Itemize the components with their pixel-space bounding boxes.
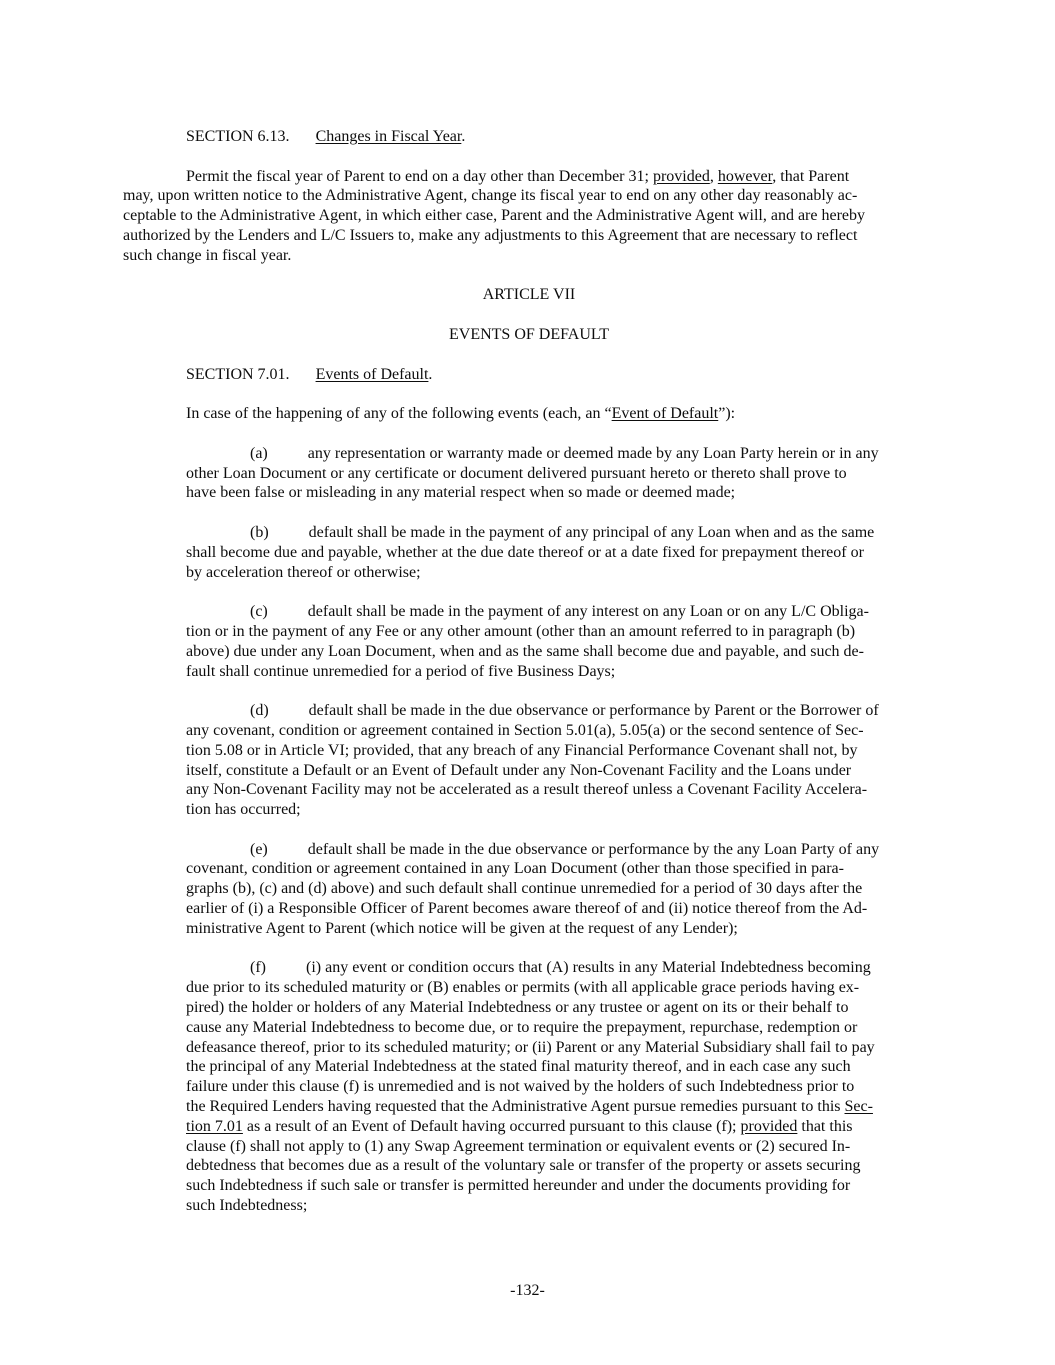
text-line: In case of the happening of any of the following events (each, an “Event of Default”): [186,405,736,423]
text-line: ARTICLE VII [482,286,576,304]
clause-letter: (d) [250,702,269,720]
underlined-text: provided [652,167,710,185]
text-line: Permit the fiscal year of Parent to end on a day other than December 31; provided, however, that Parent [186,167,850,185]
text-line: (d) default shall be made in the due observance or performance by Parent or the Borrower of [250,702,879,720]
text-line: defeasance thereof, prior to its scheduled maturity; or (ii) Parent or any Material Subsidiary shall fail to pay [186,1038,875,1056]
paragraph-intro [123,404,935,424]
text-line: debtedness that becomes due as a result of the voluntary sale or transfer of the property or assets securing [186,1157,861,1175]
section-label: SECTION 7.01. [186,365,290,383]
text-line: cause any Material Indebtedness to become due, or to require the prepayment, repurchase, redemption or [186,1018,858,1036]
document-body [123,127,935,1236]
clause-a [186,444,935,503]
clause-letter: (e) [250,840,268,858]
text-line: (b) default shall be made in the payment of any principal of any Loan when and as the same [250,523,875,541]
text-line: authorized by the Lenders and L/C Issuers to, make any adjustments to this Agreement that are necessary to reflect [123,226,858,244]
article-title [123,325,935,345]
clause-letter: (c) [250,603,268,621]
text-line: any Non-Covenant Facility may not be accelerated as a result thereof unless a Covenant Facility Accelera- [186,781,868,799]
text-line: (f) (i) any event or condition occurs that (A) results in any Material Indebtedness becoming [250,959,871,977]
text-line: tion has occurred; [186,801,301,819]
underlined-text: Sec- [844,1098,873,1116]
text-line: may, upon written notice to the Administrative Agent, change its fiscal year to end on any other day reasonably ac- [123,187,858,205]
text-line: pired) the holder or holders of any Material Indebtedness or any trustee or agent on its or their behalf to [186,999,849,1017]
clause-b [186,523,935,582]
text-line: such Indebtedness if such sale or transfer is permitted hereunder and under the documents providing for [186,1177,851,1195]
text-line: tion or in the payment of any Fee or any other amount (other than an amount referred to in paragraph (b) [186,622,856,640]
text-line: due prior to its scheduled maturity or (B) enables or permits (with all applicable grace periods having ex- [186,979,860,997]
text-line: have been false or misleading in any material respect when so made or deemed made; [186,484,736,502]
underlined-text: tion 7.01 [186,1117,243,1135]
article-heading [123,285,935,305]
section-heading-7-01 [123,365,935,385]
text-line: any covenant, condition or agreement contained in Section 5.01(a), 5.05(a) or the second sentence of Sec- [186,721,864,739]
text-line: such change in fiscal year. [123,246,292,264]
page-number: -132- [510,1282,545,1299]
text-line: shall become due and payable, whether at the due date thereof or at a date fixed for prepayment thereof or [186,543,864,561]
text-line: the principal of any Material Indebtedness at the stated final maturity thereof, and in each case any such [186,1058,851,1076]
text-line: (c) default shall be made in the payment of any interest on any Loan or on any L/C Obliga- [250,603,869,621]
clause-d [186,701,935,820]
text-line: fault shall continue unremedied for a period of five Business Days; [186,662,616,680]
clause-c [186,602,935,681]
clause-e [186,840,935,939]
text-line: tion 7.01 as a result of an Event of Default having occurred pursuant to this clause (f); provided that this [186,1117,853,1135]
text-line: (e) default shall be made in the due observance or performance by the any Loan Party of any [250,840,880,858]
section-title: Events of Default [315,365,429,383]
text-line: above) due under any Loan Document, when and as the same shall become due and payable, and such de- [186,642,864,660]
text-line: clause (f) shall not apply to (1) any Swap Agreement termination or equivalent events or (2) secured In- [186,1137,851,1155]
clause-letter: (b) [250,523,269,541]
underlined-text: provided [740,1117,798,1135]
underlined-text: Event of Default [611,405,719,423]
text-line: (a) any representation or warranty made or deemed made by any Loan Party herein or in any [250,444,879,462]
text-line: SECTION 7.01. Events of Default. [186,365,433,383]
paragraph-fiscal-year [123,167,935,266]
text-line: failure under this clause (f) is unremedied and is not waived by the holders of such Indebtedness prior to [186,1078,855,1096]
text-line: ceptable to the Administrative Agent, in which either case, Parent and the Administrative Agent will, and are hereby [123,207,866,225]
text-line: other Loan Document or any certificate or document delivered pursuant hereto or thereto shall prove to [186,464,847,482]
text-line: earlier of (i) a Responsible Officer of Parent becomes aware thereof of and (ii) notice thereof from the Ad- [186,900,868,918]
text-line: covenant, condition or agreement contained in any Loan Document (other than those specified in para- [186,860,844,878]
text-line: SECTION 6.13. Changes in Fiscal Year. [186,128,466,145]
clause-letter: (f) [250,959,266,977]
text-line: itself, constitute a Default or an Event of Default under any Non-Covenant Facility and the Loans under [186,761,852,779]
text-line: tion 5.08 or in Article VI; provided, that any breach of any Financial Performance Covenant shall not, by [186,741,858,759]
clause-f [186,958,935,1215]
underlined-text: however [717,167,773,185]
text-line: the Required Lenders having requested that the Administrative Agent pursue remedies pursuant to this Sec- [186,1098,873,1116]
section-title: Changes in Fiscal Year [315,128,462,145]
section-label: SECTION 6.13. [186,128,290,145]
text-line: EVENTS OF DEFAULT [448,325,609,343]
text-line: graphs (b), (c) and (d) above) and such default shall continue unremedied for a period of 30 days after the [186,880,863,898]
text-line: by acceleration thereof or otherwise; [186,563,421,581]
text-line: such Indebtedness; [186,1197,308,1215]
section-heading-6-13 [123,127,935,147]
text-line: ministrative Agent to Parent (which notice will be given at the request of any Lender); [186,919,738,937]
clause-letter: (a) [250,444,268,462]
